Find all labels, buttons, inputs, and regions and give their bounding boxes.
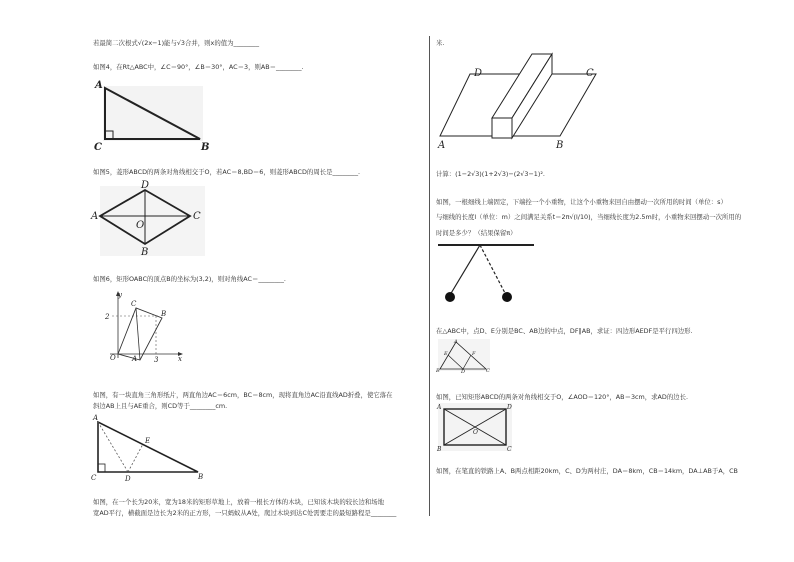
question-text: 斜边AB上且与AE重合，则CD等于________cm. bbox=[93, 402, 228, 410]
axis-label: x bbox=[178, 355, 182, 363]
question-text: 时间是多少？（结果保留π） bbox=[436, 229, 517, 237]
question-text: 计算：(1−2√3)(1+2√3)−(2√3−1)². bbox=[436, 170, 545, 178]
vertex-label: O bbox=[136, 220, 145, 231]
corner-label: D bbox=[474, 68, 483, 79]
vertex-label: O bbox=[110, 354, 116, 362]
vertex-label: C bbox=[94, 142, 102, 153]
question-text: 如图，已知矩形ABCD的两条对角线相交于O，∠AOD＝120°，AB＝3cm，求AD的边长. bbox=[436, 393, 689, 401]
vertex-label: B bbox=[437, 446, 442, 453]
question-text: 如图，一根细线上端固定，下端拴一个小重物，让这个小重物来回自由摆动一次所用的时间（单位：s） bbox=[436, 198, 727, 206]
vertex-label: D bbox=[125, 475, 131, 482]
vertex-label: B bbox=[436, 368, 440, 373]
vertex-label: A bbox=[91, 211, 99, 222]
vertex-label: E bbox=[444, 351, 448, 357]
corner-label: B bbox=[556, 140, 564, 150]
tick-label: 3 bbox=[154, 356, 159, 364]
axis-label: y bbox=[118, 291, 122, 299]
rhombus-figure-5 bbox=[90, 178, 215, 260]
rectangle-coordinate-figure-6 bbox=[98, 288, 188, 366]
question-text: 如图，在一个长为20米，宽为18米的矩形草地上，放着一根长方体的木块，已知该木块的较长边和场地 bbox=[93, 498, 385, 506]
vertex-label: C bbox=[193, 211, 201, 222]
wooden-block-field-figure bbox=[434, 48, 614, 150]
triangle-midpoints-figure bbox=[436, 337, 492, 373]
question-text: 如图，有一块直角三角形纸片，两直角边AC＝6cm，BC＝8cm，现将直角边AC沿直线AD折叠，使它落在 bbox=[93, 391, 393, 399]
pendulum-figure bbox=[436, 241, 536, 307]
vertex-label: B bbox=[198, 473, 204, 481]
vertex-label: E bbox=[145, 437, 151, 445]
vertex-label: A bbox=[132, 355, 138, 363]
column-divider bbox=[429, 36, 430, 516]
tick-label: 2 bbox=[105, 313, 110, 321]
vertex-label: B bbox=[141, 247, 149, 258]
vertex-label: A bbox=[454, 339, 458, 345]
vertex-label: A bbox=[437, 404, 442, 411]
vertex-label: C bbox=[91, 474, 97, 482]
question-text: 在△ABC中，点D、E分别是BC、AB边的中点，DF∥AB，求证：四边形AEDF是平行四边形. bbox=[436, 327, 693, 335]
question-text: 如图4，在Rt△ABC中，∠C＝90°，∠B＝30°，AC＝3，则AB＝________. bbox=[93, 63, 304, 71]
corner-label: C bbox=[586, 68, 594, 79]
vertex-label: C bbox=[131, 300, 137, 308]
vertex-label: A bbox=[93, 414, 99, 422]
rectangle-diagonals-figure bbox=[436, 401, 514, 453]
question-text: 与细线的长度l（单位：m）之间满足关系t＝2π√(l/10)，当细线长度为2.5m时，小重物来回摆动一次所用的 bbox=[436, 213, 742, 221]
folded-triangle-figure bbox=[90, 412, 210, 482]
vertex-label: B bbox=[201, 142, 210, 153]
vertex-label: C bbox=[507, 446, 512, 453]
vertex-label: A bbox=[95, 80, 103, 91]
question-text: 如图6，矩形OABC的顶点B的坐标为(3,2)，则对角线AC＝________. bbox=[93, 275, 286, 283]
question-text: 米. bbox=[436, 39, 445, 47]
question-text: 若最简二次根式√(2x−1)能与√3合并，则x的值为________ bbox=[93, 39, 260, 47]
vertex-label: F bbox=[472, 351, 476, 357]
vertex-label: O bbox=[473, 429, 478, 436]
vertex-label: C bbox=[486, 368, 490, 373]
corner-label: A bbox=[438, 140, 446, 150]
vertex-label: B bbox=[161, 310, 167, 318]
vertex-label: D bbox=[507, 404, 512, 411]
question-text: 如图5，菱形ABCD的两条对角线相交于O，若AC＝8,BD＝6，则菱形ABCD的周长是________. bbox=[93, 168, 361, 176]
vertex-label: D bbox=[461, 369, 466, 373]
triangle-figure-4 bbox=[90, 78, 215, 154]
vertex-label: D bbox=[141, 180, 150, 191]
question-text: 宽AD平行，横截面是边长为2米的正方形，一只蚂蚁从A处，爬过木块到达C处需要走的最短路程是________ bbox=[93, 509, 397, 517]
question-text: 如图，在笔直的铁路上A、B两点相距20km，C、D为两村庄，DA＝8km，CB＝14km，DA⊥AB于A，CB bbox=[436, 467, 738, 475]
